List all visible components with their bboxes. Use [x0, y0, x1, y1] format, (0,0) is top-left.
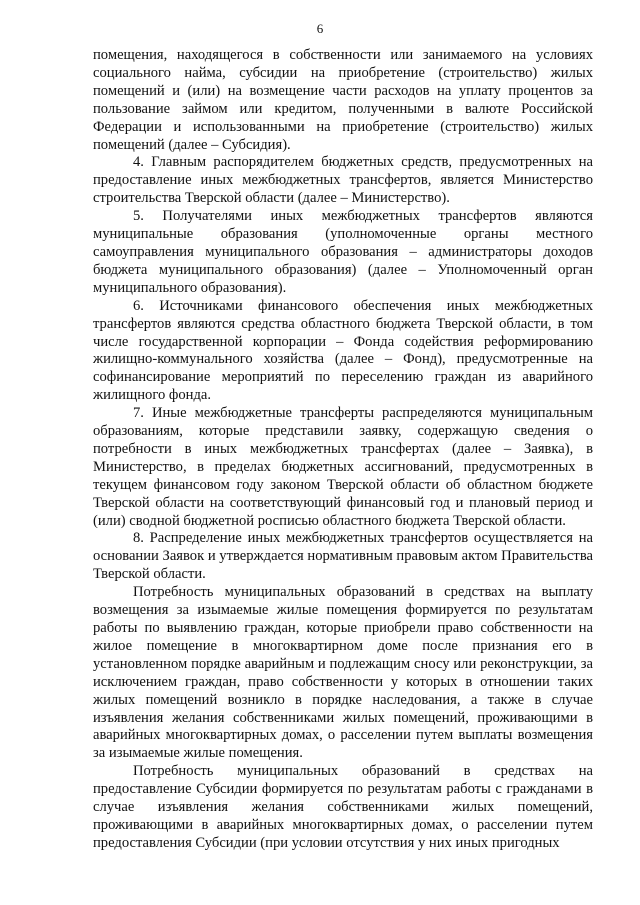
document-body	[93, 47, 593, 853]
paragraph-item-7: 7. Иные межбюджетные трансферты распределяются муниципальным образованиям, которые представили заявку, содержащую сведения о потребности в иных межбюджетных трансфертах (далее – Заявка), в Министерство, в пределах бюджетных ассигнований, предусмотренных в текущем финансовом году законом Тверской области об областном бюджете Тверской области на соответствующий финансовый год и плановый период и (или) сводной бюджетной росписью областного бюджета Тверской области.	[93, 405, 593, 529]
paragraph-compensation-need: Потребность муниципальных образований в средствах на выплату возмещения за изымаемые жилые помещения формируется по результатам работы по выявлению граждан, которые приобрели право собственности на жилое помещение в многоквартирном доме после признания его в установленном порядке аварийным и подлежащим сносу или реконструкции, за исключением граждан, право собственности у которых в отношении таких жилых помещений возникло в порядке наследования, а также в случае изъявления желания собственниками жилых помещений, проживающими в аварийных многоквартирных домах, о расселении путем выплаты возмещения за изымаемые жилые помещения.	[93, 584, 593, 762]
paragraph-subsidy-need: Потребность муниципальных образований в средствах на предоставление Субсидии формируется по результатам работы с гражданами в случае изъявления желания собственниками жилых помещений, проживающими в аварийных многоквартирных домах, о расселении путем предоставления Субсидии (при условии отсутствия у них иных пригодных	[93, 763, 593, 851]
page-number: 6	[316, 21, 324, 36]
paragraph-item-4: 4. Главным распорядителем бюджетных средств, предусмотренных на предоставление иных межбюджетных трансфертов, является Министерство строительства Тверской области (далее – Министерство).	[93, 154, 593, 207]
paragraph-item-5: 5. Получателями иных межбюджетных трансфертов являются муниципальные образования (уполномоченные органы местного самоуправления муниципального образования – администраторы доходов бюджета муниципального образования) (далее – Уполномоченный орган муниципального образования).	[93, 208, 593, 296]
paragraph-item-8: 8. Распределение иных межбюджетных трансфертов осуществляется на основании Заявок и утверждается нормативным правовым актом Правительства Тверской области.	[93, 530, 593, 583]
paragraph-continuation: помещения, находящегося в собственности или занимаемого на условиях социального найма, субсидии на приобретение (строительство) жилых помещений и (или) на возмещение части расходов на уплату процентов за пользование займом или кредитом, полученными в валюте Российской Федерации и использованными на приобретение (строительство) жилых помещений (далее – Субсидия).	[93, 47, 593, 153]
paragraph-item-6: 6. Источниками финансового обеспечения иных межбюджетных трансфертов являются средства областного бюджета Тверской области, в том числе государственной корпорации – Фонда содействия реформированию жилищно-коммунального хозяйства (далее – Фонд), предусмотренные на софинансирование мероприятий по переселению граждан из аварийного жилищного фонда.	[93, 297, 593, 404]
